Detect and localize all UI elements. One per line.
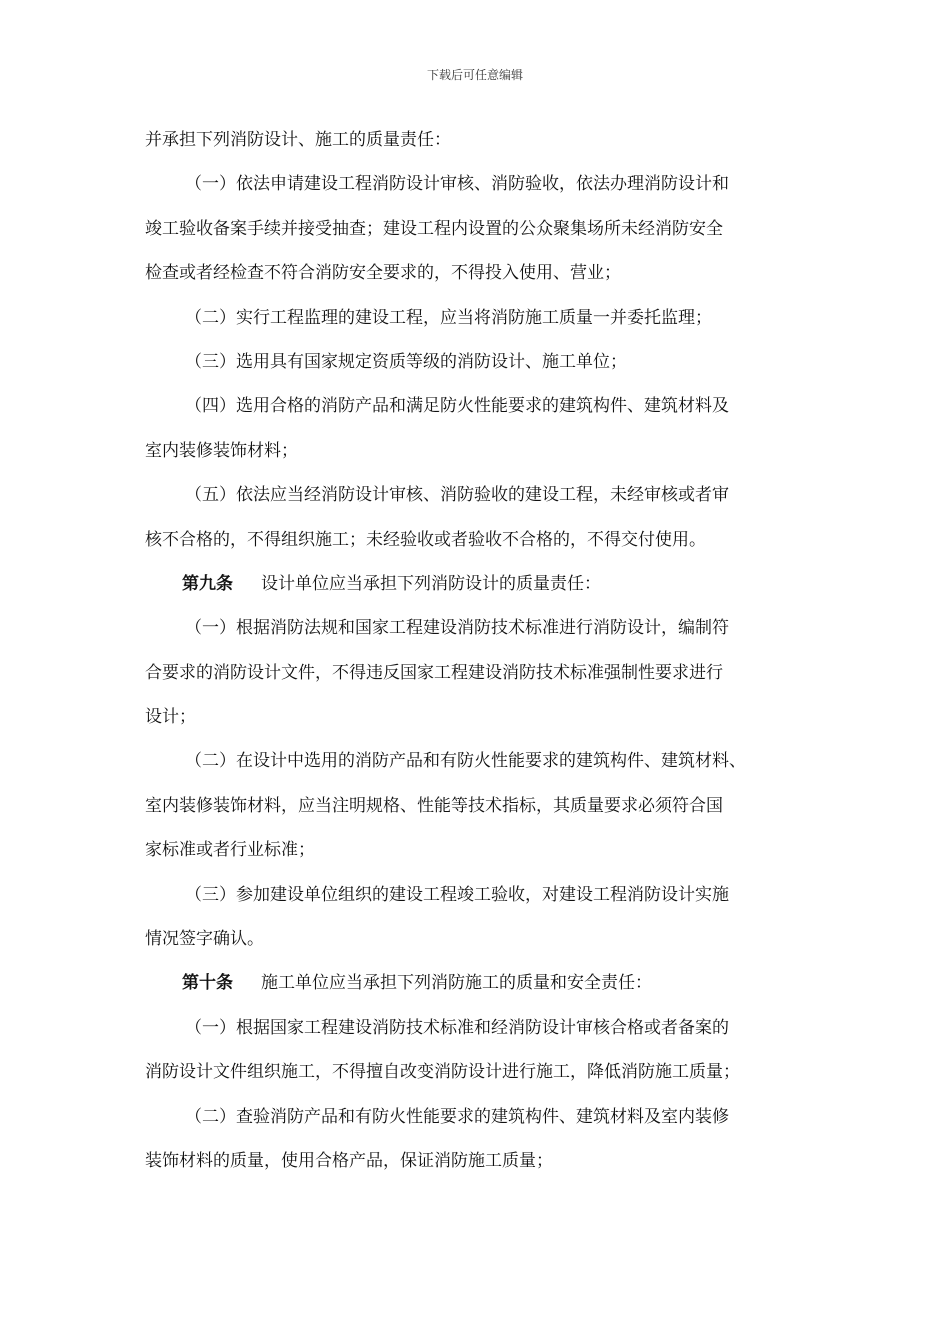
article-number: 第九条 bbox=[182, 573, 233, 594]
list-item-line: （一）根据国家工程建设消防技术标准和经消防设计审核合格或者备案的 bbox=[185, 1017, 729, 1038]
list-item-line: （三）选用具有国家规定资质等级的消防设计、施工单位； bbox=[185, 351, 627, 372]
text-line: 合要求的消防设计文件，不得违反国家工程建设消防技术标准强制性要求进行 bbox=[145, 662, 723, 683]
document-body bbox=[145, 118, 810, 1183]
list-item-line: （二）查验消防产品和有防火性能要求的建筑构件、建筑材料及室内装修 bbox=[185, 1106, 729, 1127]
text-line: 装饰材料的质量，使用合格产品，保证消防施工质量； bbox=[145, 1150, 553, 1171]
list-item-line: （五）依法应当经消防设计审核、消防验收的建设工程，未经审核或者审 bbox=[185, 485, 729, 506]
text-line: 情况签字确认。 bbox=[145, 929, 264, 950]
text-line: 室内装修装饰材料，应当注明规格、性能等技术指标，其质量要求必须符合国 bbox=[145, 795, 723, 816]
article-text: 设计单位应当承担下列消防设计的质量责任： bbox=[261, 573, 601, 594]
text-line: 消防设计文件组织施工，不得擅自改变消防设计进行施工，降低消防施工质量； bbox=[145, 1062, 740, 1083]
text-line: 核不合格的，不得组织施工；未经验收或者验收不合格的，不得交付使用。 bbox=[145, 529, 706, 550]
text-line: 设计； bbox=[145, 707, 196, 728]
article-number: 第十条 bbox=[182, 973, 233, 994]
article-text: 施工单位应当承担下列消防施工的质量和安全责任： bbox=[261, 973, 652, 994]
list-item-line: （四）选用合格的消防产品和满足防火性能要求的建筑构件、建筑材料及 bbox=[185, 396, 729, 417]
text-line: 检查或者经检查不符合消防安全要求的，不得投入使用、营业； bbox=[145, 263, 621, 284]
list-item-line: （二）在设计中选用的消防产品和有防火性能要求的建筑构件、建筑材料、 bbox=[185, 751, 746, 772]
list-item-line: （二）实行工程监理的建设工程，应当将消防施工质量一并委托监理； bbox=[185, 307, 712, 328]
list-item-line: （一）依法申请建设工程消防设计审核、消防验收，依法办理消防设计和 bbox=[185, 174, 729, 195]
text-line: 竣工验收备案手续并接受抽查；建设工程内设置的公众聚集场所未经消防安全 bbox=[145, 218, 723, 239]
list-item-line: （一）根据消防法规和国家工程建设消防技术标准进行消防设计，编制符 bbox=[185, 618, 729, 639]
text-line: 室内装修装饰材料； bbox=[145, 440, 298, 461]
list-item-line: （三）参加建设单位组织的建设工程竣工验收，对建设工程消防设计实施 bbox=[185, 884, 729, 905]
article-nine-heading bbox=[145, 562, 810, 606]
text-line: 家标准或者行业标准； bbox=[145, 840, 315, 861]
page-header: 下载后可任意编辑 bbox=[426, 68, 523, 82]
article-ten-heading bbox=[145, 961, 810, 1005]
text-line: 并承担下列消防设计、施工的质量责任： bbox=[145, 130, 451, 150]
